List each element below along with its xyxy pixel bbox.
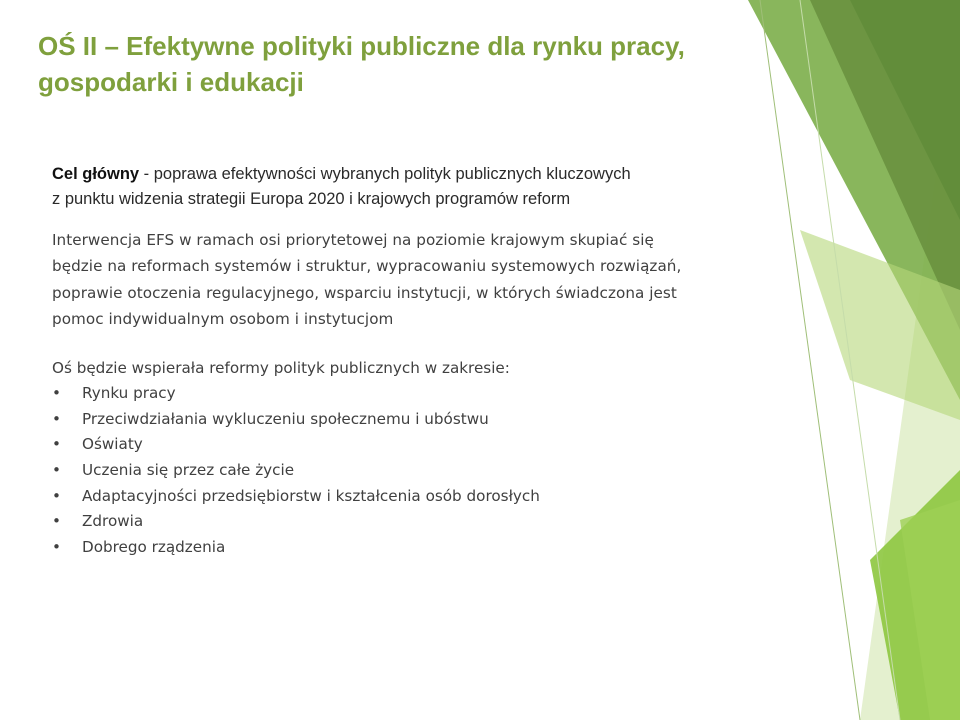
intervention-paragraph [52, 227, 752, 332]
pale-green-wedge [860, 0, 960, 720]
bright-green-shape [870, 470, 960, 720]
goal-line-1 [52, 162, 752, 187]
goal-text-2: z punktu widzenia strategii Europa 2020 i krajowych programów reform [52, 190, 571, 208]
list-item: • Uczenia się przez całe życie [52, 458, 752, 484]
list-item: • Adaptacyjności przedsiębiorstw i kształcenia osób dorosłych [52, 484, 752, 510]
list-item: • Przeciwdziałania wykluczeniu społecznemu i ubóstwu [52, 407, 752, 433]
title-line-1: OŚ II – Efektywne polityki publiczne dla rynku pracy, [38, 31, 685, 61]
scope-section [52, 355, 752, 560]
goal-label: Cel główny [52, 165, 140, 183]
scope-list [52, 381, 752, 560]
intervention-line: pomoc indywidualnym osobom i instytucjom [52, 309, 394, 328]
slide-title [38, 28, 738, 100]
list-item: • Oświaty [52, 432, 752, 458]
title-line-2: gospodarki i edukacji [38, 67, 304, 97]
main-goal [52, 162, 752, 212]
bright-green-shape-2 [900, 500, 960, 720]
slide-content [52, 162, 752, 560]
list-item: • Zdrowia [52, 509, 752, 535]
thin-line-left [760, 0, 860, 720]
intervention-line: poprawie otoczenia regulacyjnego, wsparciu instytucji, w których świadczona jest [52, 283, 677, 302]
scope-intro: Oś będzie wspierała reformy polityk publicznych w zakresie: [52, 359, 510, 378]
mid-green-shape [748, 0, 960, 400]
list-item: • Rynku pracy [52, 381, 752, 407]
dark-green-shape [810, 0, 960, 330]
darker-green-shape [850, 0, 960, 220]
goal-text-1: - poprawa efektywności wybranych polityk publicznych kluczowych [139, 165, 631, 183]
intervention-line: Interwencja EFS w ramach osi priorytetowej na poziomie krajowym skupiać się [52, 231, 654, 249]
thin-line-right [800, 0, 900, 720]
list-item: • Dobrego rządzenia [52, 535, 752, 561]
intervention-line: będzie na reformach systemów i struktur, wypracowaniu systemowych rozwiązań, [52, 257, 682, 276]
light-green-band [800, 230, 960, 420]
